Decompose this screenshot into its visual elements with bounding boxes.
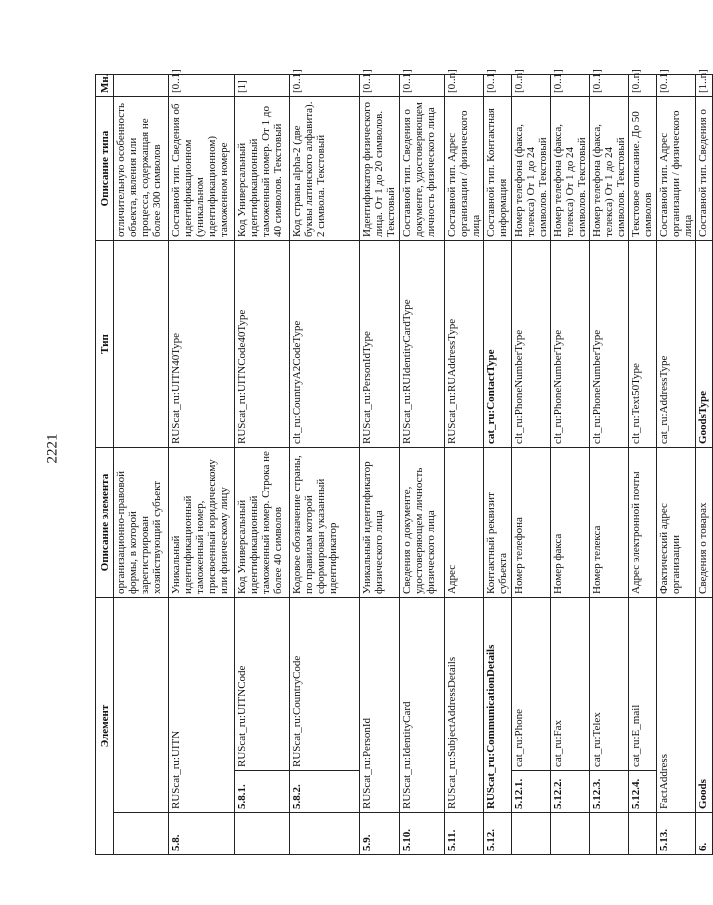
- subsection-number-cell: 5.12.1.: [512, 771, 551, 813]
- multiplicity-cell: [0..1]: [169, 75, 235, 97]
- table-header-row: [96, 75, 114, 855]
- type-description-cell: Номер телефона (факса, телекса) От 1 до 24 символов. Текстовый: [512, 97, 551, 241]
- table-row: [114, 75, 169, 855]
- multiplicity-cell: [0..n]: [512, 75, 551, 97]
- element-name-cell: cat_ru:Fax: [551, 598, 590, 771]
- type-description-cell: Текстовое описание. До 50 символов: [629, 97, 657, 241]
- element-name-cell: RUScat_ru:PersonId: [360, 598, 400, 813]
- table-row: [696, 75, 713, 855]
- element-description-cell: Сведения о документе, удостоверяющем личность физического лица: [400, 448, 445, 598]
- type-cell: RUScat_ru:UITN40Type: [169, 241, 235, 448]
- table-row: [484, 75, 512, 855]
- element-name-cell: FactAddress: [657, 598, 696, 813]
- type-description-cell: Составной тип. Сведения о: [696, 97, 713, 241]
- section-number-cell: [512, 813, 551, 855]
- type-description-cell: отличительную особенность объекта, явления или процесса, содержащая не более 300 символов: [114, 97, 169, 241]
- table-row: [290, 75, 360, 855]
- element-description-cell: Контактный реквизит субъекта: [484, 448, 512, 598]
- type-description-cell: Составной тип. Контактная информация: [484, 97, 512, 241]
- element-description-cell: Уникальный идентификатор физического лица: [360, 448, 400, 598]
- element-description-cell: Уникальный идентификационный таможенный номер, присвоенный юридическому или физическому лицу: [169, 448, 235, 598]
- subsection-number-cell: 5.8.2.: [290, 771, 360, 813]
- header-type: Тип: [96, 241, 114, 448]
- section-number-cell: 5.9.: [360, 813, 400, 855]
- type-cell: cat_ru:AddressType: [657, 241, 696, 448]
- type-description-cell: Составной тип. Сведения об идентификационном (уникальном идентификационном) таможенном номере: [169, 97, 235, 241]
- section-number-cell: [114, 813, 169, 855]
- multiplicity-cell: [1..n]: [696, 75, 713, 97]
- element-description-cell: Кодовое обозначение страны, по правилам которой сформирован указанный идентификатор: [290, 448, 360, 598]
- element-description-cell: Адрес электронной почты: [629, 448, 657, 598]
- table-row: [657, 75, 696, 855]
- multiplicity-cell: [0..1]: [657, 75, 696, 97]
- type-cell: [114, 241, 169, 448]
- table-row: [629, 75, 657, 855]
- type-cell: clt_ru:PhoneNumberType: [590, 241, 629, 448]
- type-cell: RUScat_ru:RUIdentityCardType: [400, 241, 445, 448]
- element-name-cell: cat_ru:Phone: [512, 598, 551, 771]
- element-description-cell: Фактический адрес организации: [657, 448, 696, 598]
- section-number-cell: [629, 813, 657, 855]
- multiplicity-cell: [0..1]: [590, 75, 629, 97]
- type-description-cell: Идентификатор физического лица. От 1 до 20 символов. Текстовый: [360, 97, 400, 241]
- table-row: [400, 75, 445, 855]
- header-element-description: Описание элемента: [96, 448, 114, 598]
- element-name-cell: RUScat_ru:CommunicationDetails: [484, 598, 512, 813]
- table-row: [169, 75, 235, 855]
- multiplicity-cell: [114, 75, 169, 97]
- multiplicity-cell: [0..n]: [445, 75, 484, 97]
- multiplicity-cell: [0..n]: [629, 75, 657, 97]
- section-number-cell: [290, 813, 360, 855]
- element-name-cell: RUScat_ru:IdentityCard: [400, 598, 445, 813]
- section-number-cell: 5.11.: [445, 813, 484, 855]
- table-row: [445, 75, 484, 855]
- subsection-number-cell: 5.12.3.: [590, 771, 629, 813]
- type-cell: clt_ru:CountryA2CodeType: [290, 241, 360, 448]
- subsection-number-cell: 5.12.2.: [551, 771, 590, 813]
- type-description-cell: Номер телефона (факса, телекса) От 1 до 24 символов. Текстовый: [551, 97, 590, 241]
- multiplicity-cell: [0..1]: [360, 75, 400, 97]
- type-description-cell: Номер телефона (факса, телекса) От 1 до 24 символов. Текстовый: [590, 97, 629, 241]
- section-number-cell: [590, 813, 629, 855]
- type-cell: clt_ru:PhoneNumberType: [512, 241, 551, 448]
- element-name-cell: cat_ru:E_mail: [629, 598, 657, 771]
- table-row: [235, 75, 290, 855]
- element-description-cell: Сведения о товарах: [696, 448, 713, 598]
- header-multiplicity: Мн.: [96, 75, 114, 97]
- section-number-cell: 5.10.: [400, 813, 445, 855]
- element-name-cell: RUScat_ru:CountryCode: [290, 598, 360, 771]
- rotated-page-content: [95, 69, 709, 855]
- type-cell: cat_ru:ContactType: [484, 241, 512, 448]
- type-description-cell: Код страны alpha-2 (две буквы латинского алфавита). 2 символа. Текстовый: [290, 97, 360, 241]
- type-description-cell: Составной тип. Адрес организации / физического лица: [445, 97, 484, 241]
- page-number: 2221: [44, 433, 61, 464]
- element-name-cell: cat_ru:Telex: [590, 598, 629, 771]
- multiplicity-cell: [0..1]: [400, 75, 445, 97]
- element-name-cell: RUScat_ru:SubjectAddressDetails: [445, 598, 484, 813]
- multiplicity-cell: [0..1]: [290, 75, 360, 97]
- type-description-cell: Составной тип. Сведения о документе, удостоверяющем личность физического лица: [400, 97, 445, 241]
- header-type-description: Описание типа: [96, 97, 114, 241]
- table-row: [512, 75, 551, 855]
- type-cell: RUScat_ru:UITNCode40Type: [235, 241, 290, 448]
- element-name-cell: RUScat_ru:UITNCode: [235, 598, 290, 771]
- type-cell: RUScat_ru:PersonIdType: [360, 241, 400, 448]
- element-description-cell: Номер телефона: [512, 448, 551, 598]
- section-number-cell: 5.13.: [657, 813, 696, 855]
- element-description-cell: Номер факса: [551, 448, 590, 598]
- element-specification-table: [95, 69, 713, 855]
- type-cell: GoodsType: [696, 241, 713, 448]
- type-cell: clt_ru:PhoneNumberType: [551, 241, 590, 448]
- multiplicity-cell: [0..1]: [551, 75, 590, 97]
- table-row: [360, 75, 400, 855]
- header-element: Элемент: [96, 598, 114, 855]
- section-number-cell: 5.12.: [484, 813, 512, 855]
- subsection-number-cell: 5.12.4.: [629, 771, 657, 813]
- element-name-cell: RUScat_ru:UITN: [169, 598, 235, 813]
- multiplicity-cell: [1]: [235, 75, 290, 97]
- table-row: [551, 75, 590, 855]
- element-name-cell: Goods: [696, 598, 713, 813]
- element-description-cell: Номер телекса: [590, 448, 629, 598]
- element-name-cell: [114, 598, 169, 813]
- type-description-cell: Код Универсальный идентификационный таможенный номер. От 1 до 40 символов. Текстовый: [235, 97, 290, 241]
- type-cell: RUScat_ru:RUAddressType: [445, 241, 484, 448]
- section-number-cell: 5.8.: [169, 813, 235, 855]
- table-row: [590, 75, 629, 855]
- type-cell: clt_ru:Text50Type: [629, 241, 657, 448]
- element-description-cell: Адрес: [445, 448, 484, 598]
- multiplicity-cell: [0..1]: [484, 75, 512, 97]
- type-description-cell: Составной тип. Адрес организации / физического лица: [657, 97, 696, 241]
- element-description-cell: Код Универсальный идентификационный таможенный номер. Строка не более 40 символов: [235, 448, 290, 598]
- subsection-number-cell: 5.8.1.: [235, 771, 290, 813]
- section-number-cell: 6.: [696, 813, 713, 855]
- element-description-cell: организационно-правовой формы, в которой зарегистрирован хозяйствующий субъект: [114, 448, 169, 598]
- section-number-cell: [551, 813, 590, 855]
- section-number-cell: [235, 813, 290, 855]
